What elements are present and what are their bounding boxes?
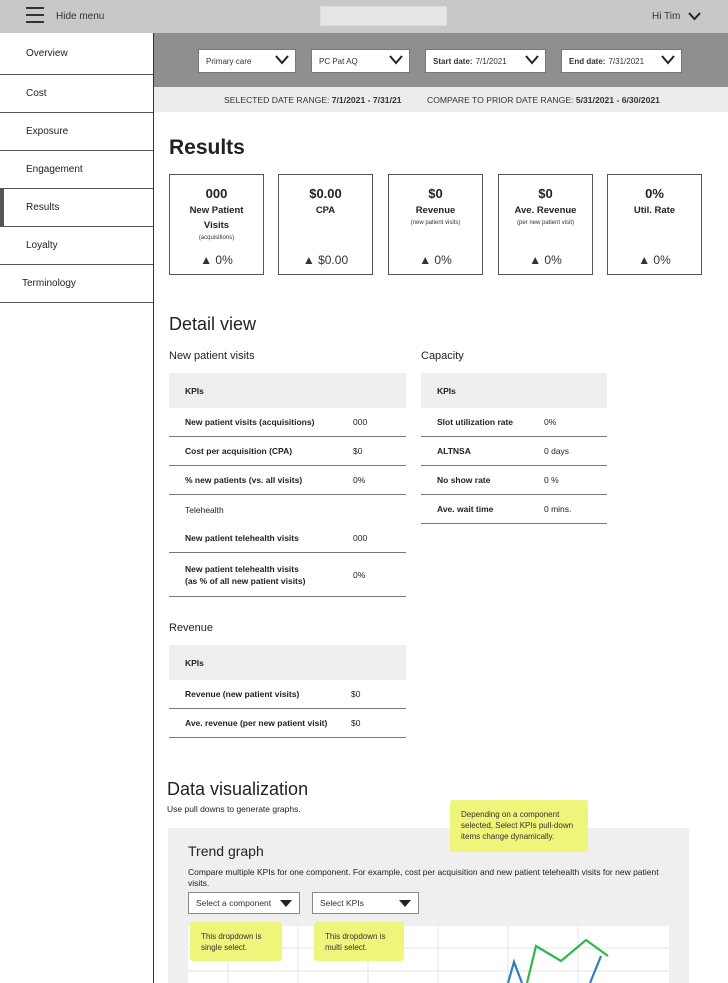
kpi-name: Slot utilization rate	[437, 417, 514, 427]
chevron-down-icon	[661, 55, 675, 65]
table-row	[421, 466, 607, 495]
start-date-dropdown[interactable]	[425, 49, 546, 73]
caret-down-icon	[280, 900, 292, 907]
kpi-label: Ave. Revenue	[514, 205, 577, 216]
sidebar-item-label: Results	[26, 202, 60, 213]
kpi-value: $0.00	[309, 186, 342, 201]
sidebar-item-engagement[interactable]	[0, 151, 153, 189]
hide-menu-link[interactable]: Hide menu	[56, 11, 105, 22]
kpi-card-cpa[interactable]	[278, 174, 373, 275]
kpi-card-revenue[interactable]	[388, 174, 483, 275]
kpi-value: 0%	[353, 569, 366, 580]
kpi-name: Revenue (new patient visits)	[185, 689, 300, 699]
kpi-name: New patient telehealth visits	[185, 533, 299, 543]
range-value: 7/1/2021 - 7/31/21	[331, 95, 402, 105]
table-row	[169, 437, 406, 466]
capacity-kpi-table	[421, 373, 607, 524]
kpi-sublabel: (per new patient visit)	[516, 220, 575, 226]
dropdown-value: Primary care	[206, 56, 252, 66]
trend-graph-description: Compare multiple KPIs for one component. For example, cost per acquisition and new patient telehealth visits for new patient visits.	[188, 867, 659, 888]
kpi-name: New patient telehealth visits	[185, 563, 299, 574]
dropdown-value: 7/1/2021	[475, 56, 507, 66]
capacity-section-title: Capacity	[421, 350, 464, 362]
chevron-down-icon	[389, 55, 403, 65]
kpi-value: $0	[351, 689, 361, 699]
detail-view-heading: Detail view	[169, 314, 257, 334]
dropdown-placeholder: Select a component	[196, 898, 272, 908]
sidebar-item-label: Exposure	[26, 126, 69, 137]
kpi-change: ▲ 0%	[419, 253, 452, 267]
kpi-value: 0%	[353, 475, 366, 485]
table-row	[169, 680, 406, 709]
kpi-value: $0	[538, 186, 553, 201]
kpi-change: ▲ 0%	[200, 253, 233, 267]
end-date-dropdown[interactable]	[561, 49, 682, 73]
npv-kpi-table	[169, 373, 406, 597]
sidebar-item-label: Overview	[26, 48, 68, 59]
sidebar-item-label: Engagement	[26, 164, 83, 175]
table-row	[169, 466, 406, 495]
kpi-group-name: Telehealth	[185, 504, 224, 515]
kpi-label: CPA	[315, 205, 336, 216]
table-header: KPIs	[421, 373, 607, 408]
kpi-label: Util. Rate	[633, 205, 676, 216]
kpi-value: 000	[353, 533, 368, 543]
table-header: KPIs	[169, 373, 406, 408]
compare-date-range	[427, 95, 660, 105]
chevron-down-icon	[275, 55, 289, 65]
data-visualization-heading: Data visualization	[167, 779, 309, 799]
kpi-value: $0	[353, 446, 363, 456]
kpi-change: ▲ 0%	[638, 253, 671, 267]
kpi-card-ave-revenue[interactable]	[498, 174, 593, 275]
chevron-down-icon	[525, 55, 539, 65]
top-search-box[interactable]	[320, 6, 447, 26]
sidebar-nav	[0, 33, 154, 983]
caret-down-icon	[399, 900, 411, 907]
sidebar-item-cost[interactable]	[0, 75, 153, 113]
dropdown-label: Start date:	[433, 56, 473, 66]
range-label: SELECTED DATE RANGE:	[224, 95, 330, 105]
kpi-value: 0%	[645, 186, 664, 201]
kpi-name: New patient visits (acquisitions)	[185, 417, 315, 427]
sidebar-item-exposure[interactable]	[0, 113, 153, 151]
kpi-name: % new patients (vs. all visits)	[185, 475, 303, 485]
table-row	[421, 437, 607, 466]
kpi-name: Ave. wait time	[437, 504, 494, 514]
range-label: COMPARE TO PRIOR DATE RANGE:	[427, 95, 574, 105]
user-menu[interactable]	[652, 11, 701, 22]
kpi-value: 000	[353, 417, 368, 427]
results-heading: Results	[169, 136, 245, 159]
kpi-value: $0	[428, 186, 443, 201]
dropdown-value: PC Pat AQ	[319, 56, 358, 66]
kpi-value: 0%	[544, 417, 557, 427]
table-row	[169, 524, 406, 553]
sidebar-item-label: Cost	[26, 88, 47, 99]
user-greeting: Hi Tim	[652, 11, 681, 22]
selected-date-range	[224, 95, 402, 105]
hamburger-menu-icon[interactable]	[26, 7, 44, 23]
kpi-label: New Patient Visits	[189, 205, 244, 231]
trend-graph-title: Trend graph	[188, 843, 264, 859]
kpi-value: 000	[205, 186, 228, 201]
kpi-value: 0 days	[544, 446, 570, 456]
revenue-section-title: Revenue	[169, 622, 214, 634]
area-dropdown[interactable]	[311, 49, 410, 73]
filter-bar	[154, 33, 728, 87]
range-value: 5/31/2021 - 6/30/2021	[575, 95, 660, 105]
sidebar-item-loyalty[interactable]	[0, 227, 153, 265]
dropdown-value: 7/31/2021	[608, 56, 645, 66]
table-header: KPIs	[169, 645, 406, 680]
kpi-name: Cost per acquisition (CPA)	[185, 446, 293, 456]
npv-section-title: New patient visits	[169, 350, 255, 362]
series-line-blue	[508, 962, 522, 983]
series-line-green	[527, 940, 608, 983]
kpi-value: 0 mins.	[544, 504, 572, 514]
kpi-name: ALTNSA	[437, 446, 471, 456]
kpi-card-new-patient-visits[interactable]	[169, 174, 264, 275]
date-range-bar	[154, 87, 728, 112]
revenue-kpi-table	[169, 645, 406, 738]
sidebar-item-overview[interactable]	[0, 33, 153, 75]
kpi-name-detail: (as % of all new patient visits)	[185, 575, 306, 586]
kpi-change: ▲ 0%	[529, 253, 562, 267]
sidebar-item-results[interactable]	[0, 189, 153, 227]
sticky-note-single-select: This dropdown is single select.	[190, 922, 282, 961]
table-subheader-telehealth	[169, 495, 406, 524]
sidebar-item-terminology[interactable]	[0, 265, 153, 303]
table-row	[421, 495, 607, 524]
kpi-card-util-rate[interactable]	[607, 174, 702, 275]
kpi-name: No show rate	[437, 475, 491, 485]
kpi-change: ▲ $0.00	[302, 253, 349, 267]
top-bar	[0, 0, 728, 33]
kpi-name: Ave. revenue (per new patient visit)	[185, 718, 328, 728]
chevron-down-icon	[688, 12, 701, 21]
table-row	[169, 709, 406, 738]
data-visualization-subtitle: Use pull downs to generate graphs.	[167, 804, 301, 814]
table-row	[169, 408, 406, 437]
series-line-blue	[590, 956, 601, 983]
sidebar-item-label: Loyalty	[26, 240, 58, 251]
kpi-value: $0	[351, 718, 361, 728]
dropdown-placeholder: Select KPIs	[320, 898, 364, 908]
sticky-note-dynamic-kpis: Depending on a component selected, Select KPIs pull-down items change dynamically.	[450, 800, 588, 852]
table-row	[421, 408, 607, 437]
sticky-note-multi-select: This dropdown is multi select.	[314, 922, 404, 961]
table-row	[169, 553, 406, 597]
dropdown-label: End date:	[569, 56, 606, 66]
component-dropdown[interactable]	[198, 49, 296, 73]
kpi-value: 0 %	[544, 475, 559, 485]
kpi-sublabel: (new patient visits)	[410, 220, 461, 226]
kpi-sublabel: (acquisitions)	[198, 235, 235, 241]
select-component-dropdown[interactable]	[188, 892, 300, 914]
kpi-label: Revenue	[415, 205, 456, 216]
sidebar-item-label: Terminology	[22, 278, 76, 289]
select-kpis-dropdown[interactable]	[312, 892, 419, 914]
